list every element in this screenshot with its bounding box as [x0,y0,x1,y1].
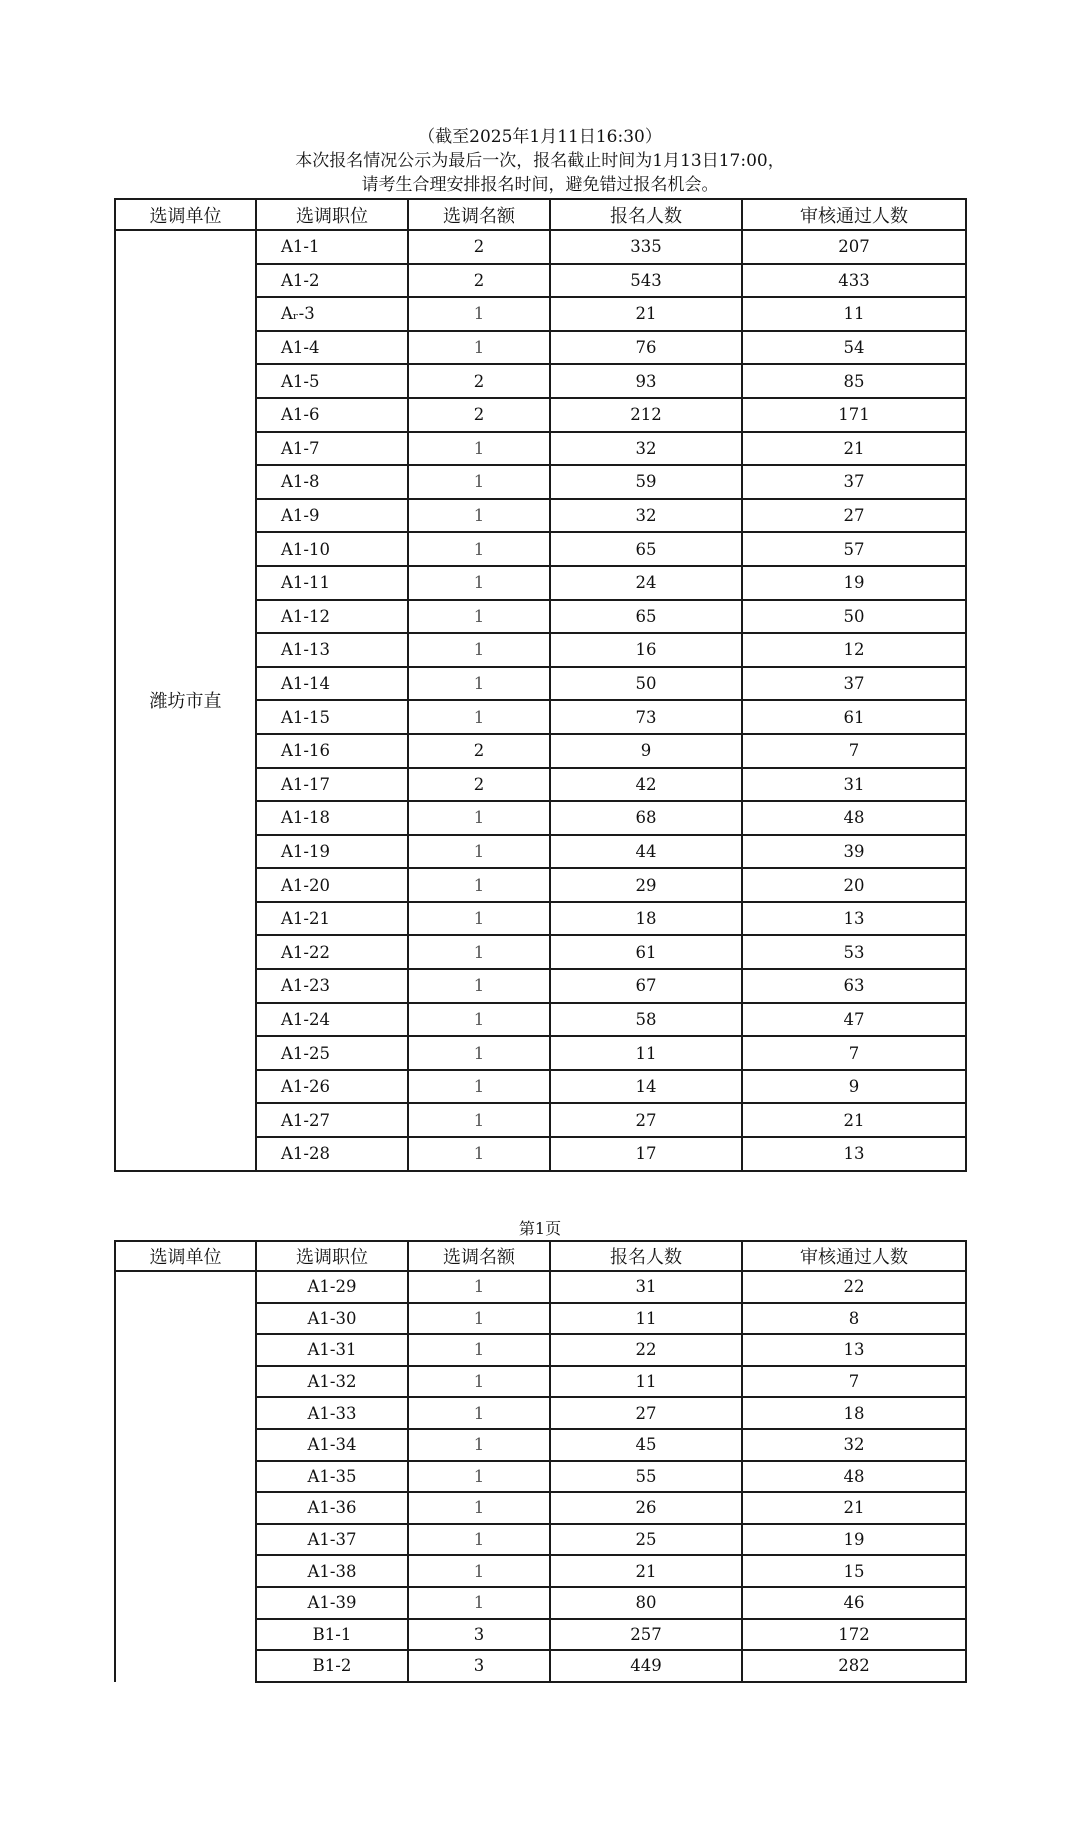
position-cell: Aᵣ-3 [256,297,408,331]
approved-cell: 9 [742,1070,966,1104]
applicants-cell: 212 [550,398,742,432]
quota-cell: 1 [408,1587,550,1619]
position-cell: A1-28 [256,1137,408,1171]
col-header-applicants: 报名人数 [550,199,742,230]
quota-cell: 1 [408,935,550,969]
applicants-cell: 76 [550,331,742,365]
position-cell: A1-19 [256,835,408,869]
position-cell: A1-16 [256,734,408,768]
approved-cell: 39 [742,835,966,869]
approved-cell: 13 [742,1137,966,1171]
applicants-cell: 11 [550,1036,742,1070]
col-header-approved: 审核通过人数 [742,199,966,230]
quota-cell: 1 [408,1524,550,1556]
position-cell: A1-9 [256,499,408,533]
quota-cell: 1 [408,566,550,600]
quota-cell: 1 [408,868,550,902]
quota-cell: 1 [408,1103,550,1137]
approved-cell: 282 [742,1650,966,1682]
approved-cell: 12 [742,633,966,667]
quota-cell: 1 [408,600,550,634]
applicants-cell: 31 [550,1271,742,1303]
notice-line-2: 请考生合理安排报名时间，避免错过报名机会。 [361,175,719,195]
position-cell: A1-7 [256,432,408,466]
applicants-cell: 42 [550,768,742,802]
applicants-cell: 59 [550,465,742,499]
position-cell: A1-30 [256,1303,408,1335]
approved-cell: 32 [742,1429,966,1461]
approved-cell: 57 [742,532,966,566]
quota-cell: 1 [408,1036,550,1070]
position-cell: A1-17 [256,768,408,802]
position-cell: A1-39 [256,1587,408,1619]
position-cell: A1-10 [256,532,408,566]
position-cell: A1-38 [256,1555,408,1587]
date-note: （截至2025年1月11日16:30） [418,127,662,147]
approved-cell: 21 [742,432,966,466]
quota-cell: 1 [408,1003,550,1037]
approved-cell: 19 [742,566,966,600]
col-header-quota: 选调名额 [408,1241,550,1271]
quota-cell: 3 [408,1650,550,1682]
position-cell: A1-5 [256,364,408,398]
position-cell: A1-35 [256,1461,408,1493]
approved-cell: 20 [742,868,966,902]
quota-cell: 2 [408,734,550,768]
applicants-cell: 9 [550,734,742,768]
applicants-cell: 45 [550,1429,742,1461]
applicants-cell: 14 [550,1070,742,1104]
table-header-row [115,199,966,230]
unit-cell [115,1271,256,1682]
quota-cell: 2 [408,398,550,432]
quota-cell: 2 [408,768,550,802]
approved-cell: 53 [742,935,966,969]
quota-cell: 1 [408,902,550,936]
table-row [115,230,966,264]
quota-cell: 1 [408,1555,550,1587]
quota-cell: 1 [408,1070,550,1104]
position-cell: A1-23 [256,969,408,1003]
col-header-approved: 审核通过人数 [742,1241,966,1271]
col-header-position: 选调职位 [256,199,408,230]
approved-cell: 171 [742,398,966,432]
col-header-unit: 选调单位 [115,1241,256,1271]
position-cell: A1-29 [256,1271,408,1303]
quota-cell: 1 [408,1461,550,1493]
quota-cell: 2 [408,364,550,398]
applicants-cell: 32 [550,499,742,533]
applicants-cell: 17 [550,1137,742,1171]
position-cell: A1-8 [256,465,408,499]
quota-cell: 1 [408,1271,550,1303]
applicants-cell: 32 [550,432,742,466]
applicants-cell: 44 [550,835,742,869]
quota-cell: 1 [408,1334,550,1366]
col-header-applicants: 报名人数 [550,1241,742,1271]
position-cell: A1-26 [256,1070,408,1104]
applicants-cell: 29 [550,868,742,902]
position-cell: A1-33 [256,1397,408,1429]
position-cell: A1-14 [256,667,408,701]
position-cell: A1-12 [256,600,408,634]
approved-cell: 13 [742,1334,966,1366]
position-cell: A1-20 [256,868,408,902]
table-header-row [115,1241,966,1271]
applicants-cell: 27 [550,1103,742,1137]
approved-cell: 46 [742,1587,966,1619]
approved-cell: 7 [742,1366,966,1398]
position-cell: A1-27 [256,1103,408,1137]
position-cell: A1-11 [256,566,408,600]
applicants-cell: 335 [550,230,742,264]
approved-cell: 13 [742,902,966,936]
approved-cell: 19 [742,1524,966,1556]
approved-cell: 21 [742,1492,966,1524]
approved-cell: 172 [742,1619,966,1651]
approved-cell: 48 [742,801,966,835]
approved-cell: 207 [742,230,966,264]
applicants-cell: 80 [550,1587,742,1619]
approved-cell: 18 [742,1397,966,1429]
approved-cell: 63 [742,969,966,1003]
registration-table-page-2 [114,1240,967,1683]
approved-cell: 21 [742,1103,966,1137]
applicants-cell: 58 [550,1003,742,1037]
quota-cell: 3 [408,1619,550,1651]
applicants-cell: 50 [550,667,742,701]
position-cell: A1-2 [256,264,408,298]
approved-cell: 27 [742,499,966,533]
quota-cell: 1 [408,532,550,566]
registration-table-page-1 [114,198,967,1172]
quota-cell: 1 [408,1137,550,1171]
position-cell: A1-4 [256,331,408,365]
quota-cell: 1 [408,1366,550,1398]
col-header-position: 选调职位 [256,1241,408,1271]
approved-cell: 48 [742,1461,966,1493]
approved-cell: 47 [742,1003,966,1037]
applicants-cell: 93 [550,364,742,398]
applicants-cell: 73 [550,700,742,734]
col-header-unit: 选调单位 [115,199,256,230]
quota-cell: 2 [408,264,550,298]
approved-cell: 15 [742,1555,966,1587]
approved-cell: 37 [742,465,966,499]
quota-cell: 1 [408,499,550,533]
position-cell: A1-37 [256,1524,408,1556]
quota-cell: 1 [408,700,550,734]
applicants-cell: 21 [550,297,742,331]
applicants-cell: 25 [550,1524,742,1556]
approved-cell: 31 [742,768,966,802]
applicants-cell: 449 [550,1650,742,1682]
approved-cell: 7 [742,734,966,768]
position-cell: B1-2 [256,1650,408,1682]
table-row [115,1271,966,1303]
applicants-cell: 27 [550,1397,742,1429]
quota-cell: 1 [408,432,550,466]
quota-cell: 1 [408,1303,550,1335]
applicants-cell: 543 [550,264,742,298]
quota-cell: 1 [408,801,550,835]
position-cell: A1-25 [256,1036,408,1070]
quota-cell: 1 [408,667,550,701]
approved-cell: 37 [742,667,966,701]
quota-cell: 1 [408,1492,550,1524]
applicants-cell: 61 [550,935,742,969]
position-cell: A1-21 [256,902,408,936]
notice-line-1: 本次报名情况公示为最后一次，报名截止时间为1月13日17:00， [295,151,785,171]
position-cell: B1-1 [256,1619,408,1651]
position-cell: A1-13 [256,633,408,667]
approved-cell: 11 [742,297,966,331]
quota-cell: 1 [408,633,550,667]
applicants-cell: 67 [550,969,742,1003]
position-cell: A1-18 [256,801,408,835]
position-cell: A1-32 [256,1366,408,1398]
approved-cell: 61 [742,700,966,734]
position-cell: A1-1 [256,230,408,264]
approved-cell: 22 [742,1271,966,1303]
unit-cell: 潍坊市直 [115,230,256,1171]
applicants-cell: 11 [550,1303,742,1335]
approved-cell: 433 [742,264,966,298]
position-cell: A1-31 [256,1334,408,1366]
applicants-cell: 65 [550,532,742,566]
applicants-cell: 18 [550,902,742,936]
quota-cell: 1 [408,1429,550,1461]
applicants-cell: 65 [550,600,742,634]
position-cell: A1-34 [256,1429,408,1461]
applicants-cell: 22 [550,1334,742,1366]
page-label: 第1页 [518,1219,562,1238]
position-cell: A1-6 [256,398,408,432]
applicants-cell: 55 [550,1461,742,1493]
approved-cell: 8 [742,1303,966,1335]
applicants-cell: 11 [550,1366,742,1398]
quota-cell: 2 [408,230,550,264]
position-cell: A1-22 [256,935,408,969]
applicants-cell: 16 [550,633,742,667]
approved-cell: 85 [742,364,966,398]
quota-cell: 1 [408,331,550,365]
approved-cell: 54 [742,331,966,365]
position-cell: A1-24 [256,1003,408,1037]
quota-cell: 1 [408,969,550,1003]
quota-cell: 1 [408,297,550,331]
quota-cell: 1 [408,835,550,869]
position-cell: A1-36 [256,1492,408,1524]
approved-cell: 7 [742,1036,966,1070]
applicants-cell: 68 [550,801,742,835]
applicants-cell: 24 [550,566,742,600]
applicants-cell: 21 [550,1555,742,1587]
applicants-cell: 26 [550,1492,742,1524]
col-header-quota: 选调名额 [408,199,550,230]
quota-cell: 1 [408,465,550,499]
quota-cell: 1 [408,1397,550,1429]
applicants-cell: 257 [550,1619,742,1651]
position-cell: A1-15 [256,700,408,734]
approved-cell: 50 [742,600,966,634]
